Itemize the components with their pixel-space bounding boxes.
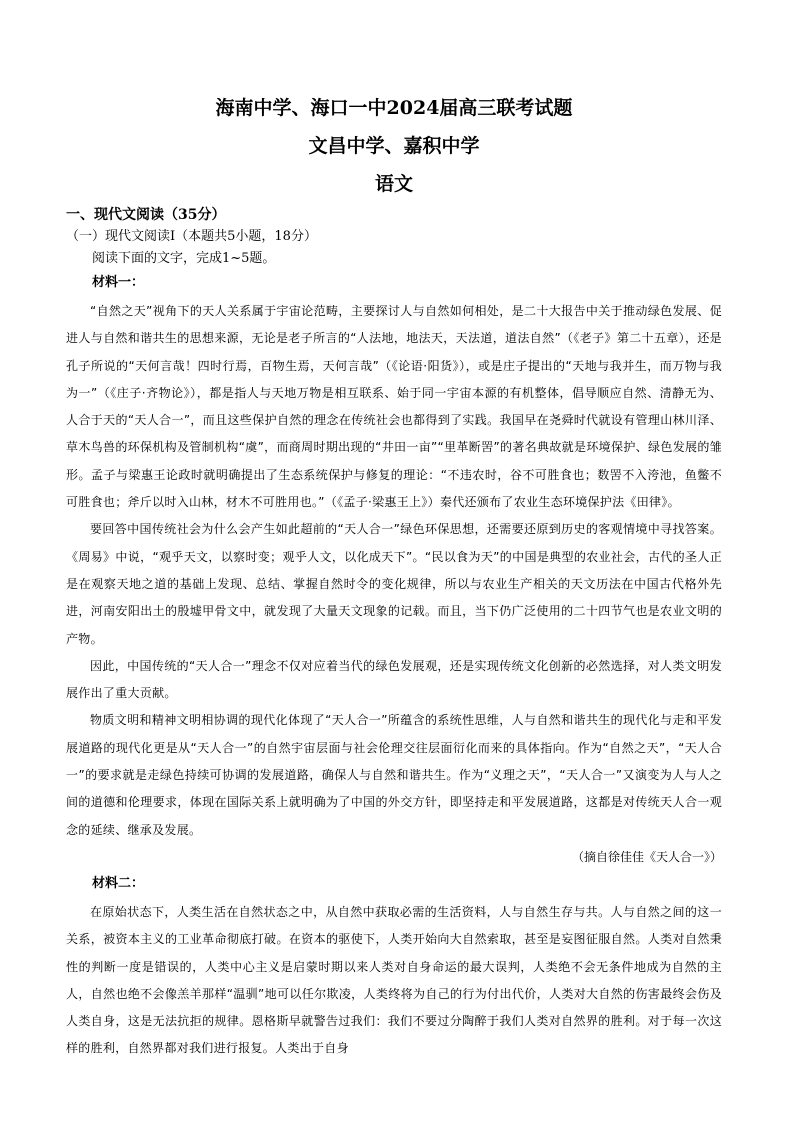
- material-1-paragraph: 因此，中国传统的“天人合一”理念不仅对应着当代的绿色发展观，还是实现传统文化创新的必然选择，对人类文明发展作出了重大贡献。: [66, 658, 722, 701]
- exam-schools: 文昌中学、嘉积中学: [308, 135, 480, 157]
- exam-title: 海南中学、海口一中2024届高三联考试题: [215, 97, 573, 119]
- material-1-paragraph: 要回答中国传统社会为什么会产生如此超前的“天人合一”绿色环保思想，还需要还原到历史的客观情境中寻找答案。《周易》中说，“观乎天文，以察时变；观乎人文，以化成天下”。“民以食为天”的中国是典型的农业社会，古代的圣人正是在观察天地之道的基础上发现、总结、掌握自然时令的变化规律，所以与农业生产相关的天文历法在中国古代格外先进，河南安阳出土的殷墟甲骨文中，就发现了大量天文现象的记载。而且，当下仍广泛使用的二十四节气也是农业文明的产物。: [66, 522, 722, 646]
- reading-instruction: 阅读下面的文字，完成1~5题。: [92, 251, 276, 266]
- section-heading: 一、现代文阅读（35分）: [66, 207, 226, 223]
- material-1-source: （摘自徐佳佳《天人合一》）: [571, 849, 722, 864]
- exam-subject: 语文: [374, 173, 413, 195]
- material-2-label: 材料二：: [92, 875, 145, 891]
- subsection-heading: （一）现代文阅读Ⅰ（本题共5小题，18分）: [66, 229, 317, 244]
- material-1-label: 材料一：: [92, 275, 145, 290]
- material-1-paragraph: 物质文明和精神文明相协调的现代化体现了“天人合一”所蕴含的系统性思维，人与自然和谐共生的现代化与走和平发展道路的现代化更是从“天人合一”的自然宇宙层面与社会伦理交往层面衍化而来的具体指向。作为“自然之天”，“天人合一”的要求就是走绿色持续可协调的发展道路，确保人与自然和谐共生。作为“义理之天”，“天人合一”又演变为人与人之间的道德和伦理要求，体现在国际关系上就明确为了中国的外交方针，即坚持走和平发展道路，这都是对传统天人合一观念的延续、继承及发展。: [66, 713, 722, 837]
- material-2-paragraph: 在原始状态下，人类生活在自然状态之中，从自然中获取必需的生活资料，人与自然生存与共。人与自然之间的这一关系，被资本主义的工业革命彻底打破。在资本的驱使下，人类开始向大自然索取，甚至是妄图征服自然。人类对自然秉性的判断一度是错误的，人类中心主义是启蒙时期以来人类对自身命运的最大误判，人类绝不会无条件地成为自然的主人，自然也绝不会像羔羊那样“温驯”地可以任尔欺凌，人类终将为自己的行为付出代价，人类对大自然的伤害最终会伤及人类自身，这是无法抗拒的规律。恩格斯早就警告过我们：我们不要过分陶醉于我们人类对自然界的胜利。对于每一次这样的胜利，自然界都对我们进行报复。人类出于自身: [66, 904, 722, 1056]
- material-1-paragraph: “自然之天”视角下的天人关系属于宇宙论范畴，主要探讨人与自然如何相处，是二十大报告中关于推动绿色发展、促进人与自然和谐共生的思想来源，无论是老子所言的“人法地，地法天，天法道，道法自然”（《老子》第二十五章），还是孔子所说的“天何言哉！四时行焉，百物生焉，天何言哉”（《论语·阳货》），或是庄子提出的“天地与我并生，而万物与我为一”（《庄子·齐物论》），都是指人与天地万物是相互联系、始于同一宇宙本源的有机整体，倡导顺应自然、清静无为、人合于天的“天人合一”，而且这些保护自然的理念在传统社会也都得到了实践。我国早在尧舜时代就设有管理山林川泽、草木鸟兽的环保机构及管制机构“虞”，而商周时期出现的“井田一亩”“里革断罟”的著名典故就是环境保护、绿色发展的雏形。孟子与梁惠王论政时就明确提出了生态系统保护与修复的理论：“不违农时，谷不可胜食也；数罟不入洿池，鱼鳖不可胜食也；斧斤以时入山林，材木不可胜用也。”（《孟子·梁惠王上》）秦代还颁布了农业生态环境保护法《田律》。: [66, 304, 722, 510]
